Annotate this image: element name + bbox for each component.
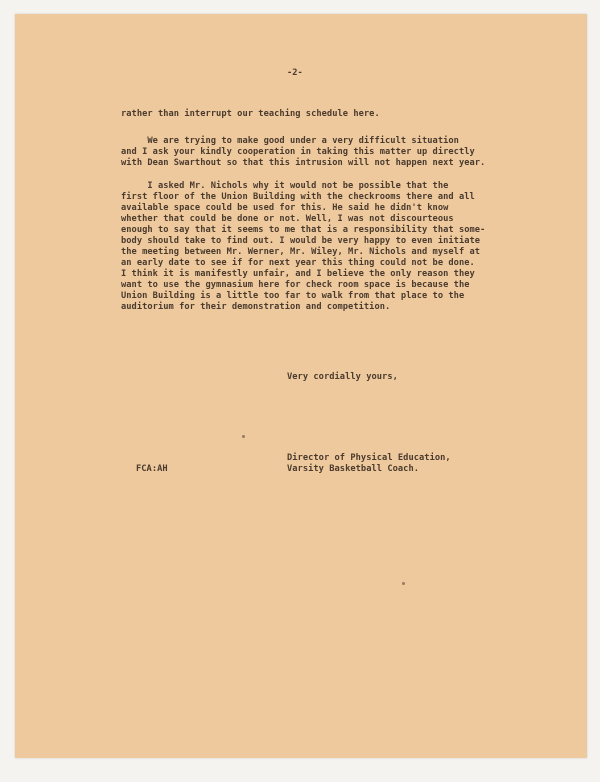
paragraph-3-line: whether that could be done or not. Well, I was not discourteous (121, 214, 454, 224)
closing: Very cordially yours, (287, 372, 398, 382)
letter-page (15, 14, 587, 758)
paragraph-3-line: enough to say that it seems to me that is a responsibility that some- (121, 225, 486, 235)
paragraph-2-line: with Dean Swarthout so that this intrusion will not happen next year. (121, 158, 486, 168)
paragraph-3-line: available space could be used for this. He said he didn't know (121, 203, 449, 213)
paragraph-3-line: I think it is manifestly unfair, and I believe the only reason they (121, 269, 475, 279)
paragraph-2-line: and I ask your kindly cooperation in taking this matter up directly (121, 147, 475, 157)
paragraph-1: rather than interrupt our teaching schedule here. (121, 109, 380, 119)
paragraph-3-line: first floor of the Union Building with the checkrooms there and all (121, 192, 475, 202)
reference-initials: FCA:AH (136, 464, 168, 474)
paragraph-3-line: body should take to find out. I would be very happy to even initiate (121, 236, 481, 246)
page-number: -2- (287, 68, 303, 78)
paper-speck (242, 435, 245, 438)
paragraph-3-line: the meeting between Mr. Werner, Mr. Wiley, Mr. Nichols and myself at (121, 247, 481, 257)
paragraph-3-line: Union Building is a little too far to walk from that place to the (121, 291, 465, 301)
paragraph-3-line: auditorium for their demonstration and competition. (121, 302, 391, 312)
signature-title-2: Varsity Basketball Coach. (287, 464, 420, 474)
paragraph-3-line: want to use the gymnasium here for check room space is because the (121, 280, 470, 290)
paper-speck (402, 582, 405, 585)
paragraph-3-line: I asked Mr. Nichols why it would not be possible that the (121, 181, 449, 191)
paragraph-3-line: an early date to see if for next year this thing could not be done. (121, 258, 475, 268)
paragraph-2-line: We are trying to make good under a very difficult situation (121, 136, 459, 146)
signature-title-1: Director of Physical Education, (287, 453, 451, 463)
